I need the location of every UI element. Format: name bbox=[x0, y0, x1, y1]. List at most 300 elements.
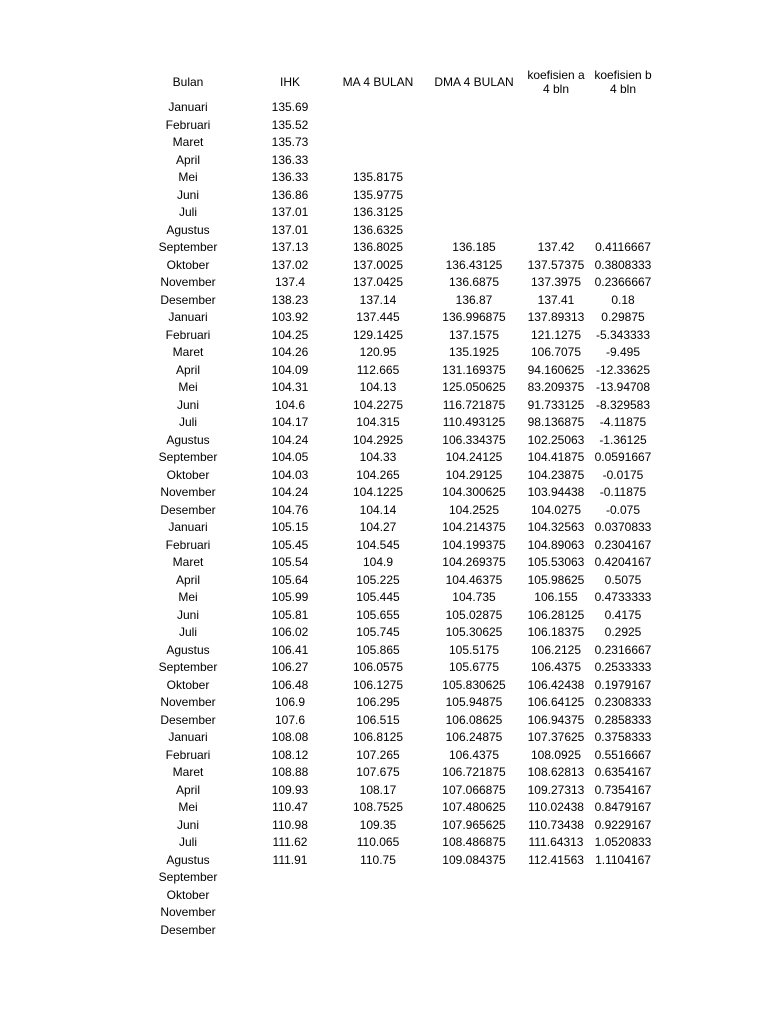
cell-koefisien-a: 91.733125 bbox=[527, 397, 585, 412]
cell-bulan: September bbox=[158, 240, 218, 254]
cell-koefisien-b bbox=[587, 99, 659, 117]
cell-koefisien-a: 104.41875 bbox=[527, 450, 585, 464]
cell-dma-4-bulan bbox=[430, 99, 518, 117]
header-koefisien-a: koefisien a 4 bln bbox=[527, 68, 585, 96]
cell-dma-4-bulan: 104.300625 bbox=[442, 485, 506, 499]
cell-koefisien-a: 137.41 bbox=[537, 292, 575, 307]
cell-koefisien-a: 137.42 bbox=[537, 240, 575, 254]
cell-ma-4-bulan bbox=[336, 99, 420, 117]
table-row bbox=[0, 484, 768, 502]
cell-koefisien-a bbox=[520, 99, 592, 117]
table-row bbox=[0, 309, 768, 327]
cell-dma-4-bulan: 109.084375 bbox=[442, 852, 506, 867]
cell-ma-4-bulan: 104.2925 bbox=[352, 432, 404, 447]
table-row bbox=[0, 904, 768, 922]
cell-dma-4-bulan bbox=[430, 134, 518, 152]
cell-koefisien-b: 0.2925 bbox=[604, 625, 642, 639]
cell-dma-4-bulan: 125.050625 bbox=[442, 380, 506, 394]
cell-bulan: Februari bbox=[165, 537, 211, 552]
cell-ihk: 137.02 bbox=[271, 257, 309, 272]
cell-dma-4-bulan: 106.08625 bbox=[445, 712, 503, 727]
cell-ihk: 104.26 bbox=[271, 345, 309, 359]
cell-bulan: Agustus bbox=[166, 852, 210, 867]
cell-ihk: 108.08 bbox=[271, 730, 309, 744]
cell-koefisien-b: 0.9229167 bbox=[594, 817, 652, 832]
cell-dma-4-bulan: 105.94875 bbox=[445, 695, 503, 709]
cell-bulan: Mei bbox=[178, 800, 198, 814]
cell-bulan: Desember bbox=[160, 922, 216, 937]
cell-ma-4-bulan: 106.295 bbox=[356, 695, 400, 709]
cell-ihk: 135.69 bbox=[271, 100, 309, 114]
cell-bulan: September bbox=[158, 450, 218, 464]
cell-koefisien-a: 107.37625 bbox=[527, 730, 585, 744]
cell-dma-4-bulan: 105.02875 bbox=[445, 607, 503, 622]
table-row bbox=[0, 379, 768, 397]
table-row bbox=[0, 152, 768, 170]
table-row bbox=[0, 887, 768, 905]
table-row bbox=[0, 414, 768, 432]
table-row bbox=[0, 327, 768, 345]
cell-koefisien-b bbox=[587, 922, 659, 940]
cell-bulan: Januari bbox=[168, 310, 208, 324]
cell-ma-4-bulan: 104.315 bbox=[356, 415, 400, 429]
cell-ihk: 106.41 bbox=[271, 642, 309, 657]
cell-koefisien-b: -0.075 bbox=[605, 502, 641, 517]
cell-koefisien-a bbox=[520, 204, 592, 222]
cell-koefisien-a: 106.94375 bbox=[527, 712, 585, 727]
cell-dma-4-bulan bbox=[430, 152, 518, 170]
cell-koefisien-b: -8.329583 bbox=[595, 397, 651, 412]
header-ihk: IHK bbox=[279, 75, 300, 89]
cell-ma-4-bulan bbox=[336, 134, 420, 152]
cell-koefisien-b: -12.33625 bbox=[595, 362, 651, 377]
cell-koefisien-a bbox=[520, 134, 592, 152]
cell-koefisien-a: 112.41563 bbox=[528, 852, 584, 867]
cell-koefisien-a: 94.160625 bbox=[527, 362, 585, 377]
cell-dma-4-bulan: 110.493125 bbox=[442, 415, 506, 429]
table-row bbox=[0, 852, 768, 870]
table-row bbox=[0, 747, 768, 765]
cell-ma-4-bulan bbox=[336, 922, 420, 940]
table-row bbox=[0, 274, 768, 292]
table-row bbox=[0, 712, 768, 730]
cell-ihk: 111.62 bbox=[272, 835, 308, 849]
cell-koefisien-b: 0.4733333 bbox=[594, 590, 652, 604]
cell-koefisien-a: 104.23875 bbox=[527, 467, 585, 482]
cell-ihk bbox=[255, 922, 325, 940]
cell-ma-4-bulan: 104.33 bbox=[359, 450, 397, 464]
cell-bulan: Maret bbox=[172, 765, 204, 779]
cell-bulan: Agustus bbox=[166, 222, 210, 237]
cell-ma-4-bulan: 105.745 bbox=[356, 625, 400, 639]
cell-ihk: 104.76 bbox=[271, 502, 309, 517]
cell-ma-4-bulan: 136.6325 bbox=[352, 222, 404, 237]
cell-bulan: Agustus bbox=[166, 642, 210, 657]
cell-dma-4-bulan bbox=[430, 922, 518, 940]
cell-ihk: 135.52 bbox=[271, 117, 309, 132]
cell-dma-4-bulan: 105.5175 bbox=[448, 642, 500, 657]
cell-koefisien-b: 0.2308333 bbox=[594, 695, 652, 709]
table-row bbox=[0, 187, 768, 205]
table-row bbox=[0, 537, 768, 555]
cell-dma-4-bulan: 104.735 bbox=[452, 590, 496, 604]
cell-koefisien-b: -5.343333 bbox=[595, 327, 651, 342]
cell-ihk: 105.64 bbox=[271, 572, 309, 587]
cell-ihk: 106.48 bbox=[271, 677, 309, 692]
cell-ihk: 104.17 bbox=[271, 415, 309, 429]
cell-dma-4-bulan bbox=[430, 169, 518, 187]
cell-ma-4-bulan bbox=[336, 887, 420, 905]
table-row bbox=[0, 677, 768, 695]
cell-koefisien-b: -9.495 bbox=[605, 345, 641, 359]
table-row bbox=[0, 397, 768, 415]
cell-dma-4-bulan: 104.269375 bbox=[442, 555, 506, 569]
table-row bbox=[0, 467, 768, 485]
cell-ma-4-bulan: 135.8175 bbox=[352, 170, 404, 184]
cell-ma-4-bulan: 104.265 bbox=[356, 467, 400, 482]
cell-koefisien-b: 0.7354167 bbox=[594, 782, 652, 797]
cell-dma-4-bulan: 106.24875 bbox=[445, 730, 503, 744]
cell-ma-4-bulan: 112.665 bbox=[356, 362, 400, 377]
cell-ihk: 104.05 bbox=[271, 450, 309, 464]
cell-ma-4-bulan: 136.3125 bbox=[352, 205, 404, 219]
cell-ihk: 104.03 bbox=[271, 467, 309, 482]
table-row bbox=[0, 659, 768, 677]
cell-koefisien-b: 0.3758333 bbox=[594, 730, 652, 744]
cell-dma-4-bulan: 107.480625 bbox=[442, 800, 506, 814]
cell-koefisien-a: 106.18375 bbox=[527, 625, 585, 639]
cell-koefisien-b: 0.4204167 bbox=[594, 555, 652, 569]
table-row bbox=[0, 362, 768, 380]
cell-bulan: Juni bbox=[176, 187, 199, 202]
cell-koefisien-b: 0.0591667 bbox=[594, 450, 652, 464]
cell-ma-4-bulan: 109.35 bbox=[359, 817, 397, 832]
cell-ihk: 105.99 bbox=[271, 590, 309, 604]
table-row bbox=[0, 99, 768, 117]
cell-ihk: 104.24 bbox=[271, 432, 309, 447]
cell-koefisien-a: 110.73438 bbox=[528, 817, 584, 832]
table-row bbox=[0, 694, 768, 712]
cell-ihk: 111.91 bbox=[272, 852, 308, 867]
header-dma-4-bulan: DMA 4 BULAN bbox=[434, 75, 514, 89]
cell-koefisien-a bbox=[520, 169, 592, 187]
cell-koefisien-b: 0.8479167 bbox=[594, 800, 652, 814]
cell-bulan: April bbox=[175, 152, 200, 167]
cell-dma-4-bulan: 105.30625 bbox=[445, 625, 503, 639]
cell-ihk: 104.25 bbox=[271, 327, 309, 342]
cell-ma-4-bulan: 110.065 bbox=[356, 835, 400, 849]
table-row bbox=[0, 589, 768, 607]
cell-ihk: 136.33 bbox=[271, 152, 309, 167]
table-row bbox=[0, 344, 768, 362]
cell-ma-4-bulan: 104.1225 bbox=[352, 485, 404, 499]
cell-ihk: 110.47 bbox=[272, 800, 308, 814]
cell-ihk: 106.27 bbox=[271, 660, 309, 674]
cell-bulan: Februari bbox=[165, 327, 211, 342]
cell-ma-4-bulan: 107.675 bbox=[356, 765, 400, 779]
cell-bulan: Januari bbox=[168, 100, 208, 114]
table-row bbox=[0, 834, 768, 852]
cell-bulan: Oktober bbox=[166, 887, 210, 902]
cell-koefisien-b: 0.2316667 bbox=[594, 642, 652, 657]
table-row bbox=[0, 239, 768, 257]
cell-ihk: 105.45 bbox=[271, 537, 309, 552]
cell-ma-4-bulan: 136.8025 bbox=[352, 240, 404, 254]
cell-koefisien-b: 0.29875 bbox=[601, 310, 645, 324]
cell-koefisien-b: -1.36125 bbox=[599, 432, 647, 447]
cell-ihk: 105.15 bbox=[271, 520, 309, 534]
cell-koefisien-a: 106.28125 bbox=[527, 607, 585, 622]
cell-ihk: 137.13 bbox=[271, 240, 309, 254]
cell-ma-4-bulan bbox=[336, 117, 420, 135]
table-row bbox=[0, 257, 768, 275]
cell-ihk: 103.92 bbox=[271, 310, 309, 324]
cell-koefisien-b: -0.0175 bbox=[602, 467, 644, 482]
cell-dma-4-bulan bbox=[430, 117, 518, 135]
cell-dma-4-bulan: 136.996875 bbox=[442, 310, 506, 324]
cell-bulan: Maret bbox=[172, 135, 204, 149]
cell-bulan: September bbox=[158, 870, 218, 884]
cell-ihk bbox=[255, 904, 325, 922]
cell-koefisien-b bbox=[587, 187, 659, 205]
cell-koefisien-a: 108.0925 bbox=[530, 747, 582, 762]
cell-ihk: 104.24 bbox=[271, 485, 309, 499]
cell-koefisien-a: 108.62813 bbox=[527, 765, 585, 779]
cell-bulan: Mei bbox=[178, 170, 198, 184]
cell-ma-4-bulan: 105.225 bbox=[356, 572, 400, 587]
cell-ihk: 138.23 bbox=[271, 292, 309, 307]
cell-ma-4-bulan bbox=[336, 869, 420, 887]
table-row bbox=[0, 764, 768, 782]
cell-ma-4-bulan: 135.9775 bbox=[352, 187, 404, 202]
cell-ma-4-bulan: 104.14 bbox=[359, 502, 397, 517]
cell-ihk: 110.98 bbox=[272, 817, 308, 832]
cell-dma-4-bulan bbox=[430, 869, 518, 887]
table-row bbox=[0, 432, 768, 450]
cell-ma-4-bulan bbox=[336, 152, 420, 170]
cell-koefisien-b: 0.5075 bbox=[604, 572, 642, 587]
cell-ihk: 136.86 bbox=[271, 187, 309, 202]
cell-ihk: 137.4 bbox=[274, 275, 306, 289]
table-row bbox=[0, 817, 768, 835]
cell-koefisien-b: 0.6354167 bbox=[594, 765, 652, 779]
table-row bbox=[0, 117, 768, 135]
cell-dma-4-bulan: 104.2525 bbox=[448, 502, 500, 517]
cell-bulan: Desember bbox=[160, 292, 216, 307]
cell-dma-4-bulan: 104.199375 bbox=[442, 537, 506, 552]
cell-bulan: November bbox=[160, 695, 216, 709]
table-row bbox=[0, 624, 768, 642]
cell-ma-4-bulan: 104.13 bbox=[359, 380, 397, 394]
cell-koefisien-a bbox=[520, 117, 592, 135]
cell-koefisien-a: 104.32563 bbox=[527, 520, 585, 534]
header-ma-4-bulan: MA 4 BULAN bbox=[342, 75, 414, 89]
cell-ihk: 104.09 bbox=[271, 362, 309, 377]
cell-koefisien-b: -4.11875 bbox=[599, 415, 647, 429]
cell-koefisien-a: 121.1275 bbox=[530, 327, 582, 342]
cell-dma-4-bulan: 137.1575 bbox=[448, 327, 500, 342]
cell-bulan: Agustus bbox=[166, 432, 210, 447]
cell-ma-4-bulan: 137.0425 bbox=[352, 275, 404, 289]
cell-ihk: 105.54 bbox=[271, 555, 309, 569]
cell-bulan: Januari bbox=[168, 730, 208, 744]
cell-ihk: 137.01 bbox=[271, 222, 309, 237]
table-row bbox=[0, 449, 768, 467]
cell-bulan: November bbox=[160, 905, 216, 919]
cell-dma-4-bulan: 136.87 bbox=[455, 292, 493, 307]
cell-bulan: Oktober bbox=[166, 257, 210, 272]
cell-koefisien-a: 102.25063 bbox=[527, 432, 585, 447]
cell-koefisien-b bbox=[587, 869, 659, 887]
cell-dma-4-bulan: 104.46375 bbox=[445, 572, 503, 587]
cell-bulan: September bbox=[158, 660, 218, 674]
cell-ihk: 106.02 bbox=[271, 625, 309, 639]
cell-koefisien-b: 0.2366667 bbox=[594, 275, 652, 289]
cell-bulan: Desember bbox=[160, 502, 216, 517]
cell-ma-4-bulan: 104.545 bbox=[356, 537, 400, 552]
cell-koefisien-a: 106.155 bbox=[534, 590, 578, 604]
cell-dma-4-bulan bbox=[430, 187, 518, 205]
cell-ma-4-bulan: 106.8125 bbox=[352, 730, 404, 744]
cell-koefisien-a bbox=[520, 222, 592, 240]
cell-koefisien-b: 0.18 bbox=[611, 292, 635, 307]
cell-ma-4-bulan: 137.445 bbox=[356, 310, 400, 324]
cell-bulan: November bbox=[160, 275, 216, 289]
table-row bbox=[0, 169, 768, 187]
table-row bbox=[0, 607, 768, 625]
cell-bulan: Oktober bbox=[166, 677, 210, 692]
cell-bulan: Juli bbox=[178, 835, 197, 849]
cell-koefisien-a: 98.136875 bbox=[527, 415, 585, 429]
cell-ma-4-bulan: 120.95 bbox=[359, 345, 397, 359]
cell-ma-4-bulan bbox=[336, 904, 420, 922]
cell-dma-4-bulan: 106.4375 bbox=[448, 747, 500, 762]
cell-ihk: 108.88 bbox=[271, 765, 309, 779]
cell-bulan: Juli bbox=[178, 205, 197, 219]
header-bulan: Bulan bbox=[172, 75, 204, 89]
cell-ihk: 136.33 bbox=[271, 170, 309, 184]
cell-dma-4-bulan: 106.334375 bbox=[442, 432, 506, 447]
cell-koefisien-b bbox=[587, 222, 659, 240]
cell-ma-4-bulan: 129.1425 bbox=[352, 327, 404, 342]
cell-koefisien-b: -0.11875 bbox=[599, 485, 647, 499]
cell-bulan: Desember bbox=[160, 712, 216, 727]
cell-koefisien-a: 105.53063 bbox=[527, 555, 585, 569]
table-row bbox=[0, 292, 768, 310]
cell-bulan: November bbox=[160, 485, 216, 499]
cell-dma-4-bulan: 104.214375 bbox=[442, 520, 506, 534]
cell-koefisien-a: 106.7075 bbox=[530, 345, 582, 359]
cell-koefisien-a: 83.209375 bbox=[527, 380, 585, 394]
cell-koefisien-a bbox=[520, 904, 592, 922]
cell-bulan: Juli bbox=[178, 415, 197, 429]
cell-dma-4-bulan: 136.185 bbox=[452, 240, 496, 254]
cell-bulan: Maret bbox=[172, 345, 204, 359]
header-koefisien-b: koefisien b 4 bln bbox=[594, 68, 652, 96]
cell-bulan: Mei bbox=[178, 590, 198, 604]
cell-dma-4-bulan: 107.965625 bbox=[442, 817, 506, 832]
cell-bulan: Februari bbox=[165, 117, 211, 132]
cell-koefisien-a: 137.89313 bbox=[527, 310, 585, 324]
cell-koefisien-a: 106.42438 bbox=[527, 677, 585, 692]
cell-bulan: April bbox=[175, 572, 200, 587]
cell-bulan: Februari bbox=[165, 747, 211, 762]
cell-koefisien-b: 1.1104167 bbox=[595, 852, 651, 867]
cell-ihk bbox=[255, 869, 325, 887]
table-row bbox=[0, 204, 768, 222]
cell-ma-4-bulan: 107.265 bbox=[356, 747, 400, 762]
cell-dma-4-bulan: 107.066875 bbox=[442, 782, 506, 797]
table-row bbox=[0, 922, 768, 940]
cell-bulan: Juli bbox=[178, 625, 197, 639]
cell-koefisien-b bbox=[587, 204, 659, 222]
cell-koefisien-a: 106.64125 bbox=[527, 695, 585, 709]
cell-ma-4-bulan: 105.655 bbox=[356, 607, 400, 622]
cell-bulan: April bbox=[175, 362, 200, 377]
table-row bbox=[0, 782, 768, 800]
table-row bbox=[0, 519, 768, 537]
cell-ihk: 106.9 bbox=[274, 695, 306, 709]
cell-ihk: 104.31 bbox=[271, 380, 309, 394]
cell-koefisien-b bbox=[587, 117, 659, 135]
cell-koefisien-a bbox=[520, 887, 592, 905]
cell-ma-4-bulan: 104.2275 bbox=[352, 397, 404, 412]
cell-dma-4-bulan: 105.830625 bbox=[442, 677, 506, 692]
cell-ma-4-bulan: 108.7525 bbox=[352, 800, 404, 814]
cell-dma-4-bulan bbox=[430, 204, 518, 222]
cell-koefisien-a bbox=[520, 922, 592, 940]
cell-dma-4-bulan: 104.29125 bbox=[445, 467, 503, 482]
cell-dma-4-bulan bbox=[430, 904, 518, 922]
table-row bbox=[0, 222, 768, 240]
cell-koefisien-a: 137.3975 bbox=[530, 275, 582, 289]
cell-bulan: Juni bbox=[176, 817, 199, 832]
cell-ma-4-bulan: 105.865 bbox=[356, 642, 400, 657]
cell-dma-4-bulan: 106.721875 bbox=[442, 765, 506, 779]
cell-ma-4-bulan: 104.27 bbox=[359, 520, 397, 534]
cell-koefisien-b: 0.3808333 bbox=[594, 257, 652, 272]
cell-bulan: Mei bbox=[178, 380, 198, 394]
cell-koefisien-a: 103.94438 bbox=[527, 485, 585, 499]
cell-ihk bbox=[255, 887, 325, 905]
table-row bbox=[0, 134, 768, 152]
cell-bulan: Juni bbox=[176, 607, 199, 622]
cell-koefisien-a: 137.57375 bbox=[527, 257, 585, 272]
cell-koefisien-b bbox=[587, 169, 659, 187]
cell-koefisien-a: 106.4375 bbox=[530, 660, 582, 674]
cell-ma-4-bulan: 106.1275 bbox=[352, 677, 404, 692]
cell-koefisien-a: 106.2125 bbox=[530, 642, 582, 657]
cell-bulan: Maret bbox=[172, 555, 204, 569]
cell-koefisien-b: 0.4116667 bbox=[595, 240, 651, 254]
cell-ihk: 105.81 bbox=[271, 607, 309, 622]
table-row bbox=[0, 799, 768, 817]
cell-koefisien-a bbox=[520, 187, 592, 205]
data-rows bbox=[0, 99, 768, 939]
cell-koefisien-a: 109.27313 bbox=[527, 782, 585, 797]
table-row bbox=[0, 502, 768, 520]
cell-dma-4-bulan bbox=[430, 222, 518, 240]
cell-ihk: 107.6 bbox=[274, 712, 306, 727]
cell-dma-4-bulan: 131.169375 bbox=[442, 362, 506, 377]
cell-ma-4-bulan: 108.17 bbox=[359, 782, 397, 797]
cell-dma-4-bulan: 108.486875 bbox=[442, 835, 506, 849]
cell-koefisien-b: 0.2858333 bbox=[594, 712, 652, 727]
cell-ihk: 108.12 bbox=[271, 747, 309, 762]
cell-koefisien-b: 0.0370833 bbox=[594, 520, 652, 534]
cell-bulan: Januari bbox=[168, 520, 208, 534]
cell-bulan: Oktober bbox=[166, 467, 210, 482]
